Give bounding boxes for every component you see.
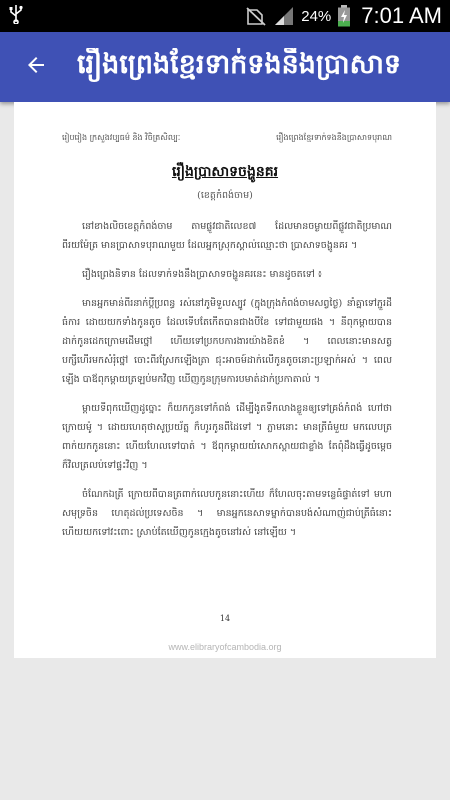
paragraph: ម្ដាយទីពុកឃើញដូច្នោះ ក៏យកកូនទៅកំពង់ ដើម្បីងូតទឹកលាងខ្លួនឲ្យទៅគ្រង់កំពង់ ហៅថា ក្រោយម៉ូ ។ ដោយហេតុថាសូប្រយ័ត្ន ក៏ហូរកូនពីដៃទៅ ។ ភ្លាមនោះ មានត្រីធំមួយ មកលេបត្រពាក់យកកូននោះ ហើយហែលទៅបាត់ ។ ឪពុកម្ដាយយំសោកស្ដាយជាខ្លាំង តែពុំដឹងធ្វើដូចម្ដេច ក៏វិលត្រលប់ទៅផ្ទះវិញ ។ <box>62 403 392 471</box>
running-header <box>14 102 436 144</box>
usb-icon <box>8 4 24 28</box>
back-button[interactable] <box>8 39 64 95</box>
story-title: រឿងប្រាសាទចង្ហូនគរ <box>171 164 279 180</box>
app-bar <box>0 32 450 102</box>
status-bar <box>0 0 450 32</box>
clock: 7:01 AM <box>361 3 442 28</box>
story-body <box>14 203 436 542</box>
signal-icon <box>273 6 295 26</box>
paragraph: រឿងព្រេងនិទាន ដែលទាក់ទងនឹងប្រាសាទចង្ហូនគរនេះ មានដូចតទៅ ៖ <box>82 269 322 280</box>
arrow-back-icon <box>24 53 48 81</box>
paragraph: ចំណែកឯត្រី ក្រោយពីបានត្រពាក់លេបកូននោះហើយ ក៏ហែលចុះតាមទន្លេធំផ្ទាត់ទៅ មហាសមុទ្រចិន ហេតុដល់ប្រទេសចិន ។ មានអ្នកនេសាទម្នាក់បានបង់សំណាញ់ជាប់ត្រីធំនោះ ហើយយកទៅវះពោះ ស្រាប់តែឃើញកូនក្មេងតូចនៅរស់ នៅឡើយ ។ <box>62 489 392 538</box>
header-right: រឿងព្រេងខ្មែរទាក់ទងនឹងប្រាសាទបុរាណ <box>276 133 392 142</box>
app-title: រឿងព្រេងខ្មែរទាក់ទងនឹងប្រាសាទ <box>76 48 402 80</box>
header-left: រៀបរៀង ក្រសួងវប្បធម៌ និង វិចិត្រសិល្បៈ <box>62 133 181 142</box>
no-sim-icon <box>245 6 267 26</box>
document-page[interactable] <box>14 102 436 658</box>
paragraph: នៅខាងលិចខេត្តកំពង់ចាម តាមផ្លូវជាតិលេខ៧ ដែលមានចម្ងាយពីផ្លូវជាតិប្រមាណពីរយម៉ែត្រ មានប្រាសាទបុរាណមួយ ដែលអ្នកស្រុកស្គាល់ឈ្មោះថា ប្រាសាទចង្ហូនគរ ។ <box>62 221 392 251</box>
paragraph: មានអ្នកមាន់ពីរនាក់ប្ដីប្រពន្ធ រស់នៅភូមិទួលស្បូវ (ក្នុងក្រុងកំពង់ចាមសព្វថ្ងៃ) នាំគ្នាទៅភ្ជួរដីធំការ ដោយយកទាំងកូនតូច ដែលទើបតែកើតបានជាងបីខែ ទៅជាមួយផង ។ នីពុកម្ដាយបានដាក់កូនដេកក្រោមដើមថ្នៅ ហើយទៅប្រកបការងារយ៉ាងខិតខំ ។ ពេលនោះមានសត្វបក្សីហើរមកសំរុំថ្នៅ ចោះពីរស្រែកឡើងត្រា ជុះអាចម៍ដាក់លើកូនតូចនោះប្រឡាក់អស់ ។ ពេលឡើង បាឪពុកម្ដាយត្រឡប់មកវិញ ឃើញកូនក្រុមការបមាត់ដាក់ប្រកាតាល់ ។ <box>62 298 392 385</box>
story-subtitle: (ខេត្តកំពង់ចាម) <box>197 190 253 201</box>
battery-percent: 24% <box>301 7 332 25</box>
battery-charging-icon <box>337 5 351 27</box>
watermark: www.elibraryofcambodia.org <box>168 642 282 652</box>
page-number: 14 <box>219 614 231 623</box>
